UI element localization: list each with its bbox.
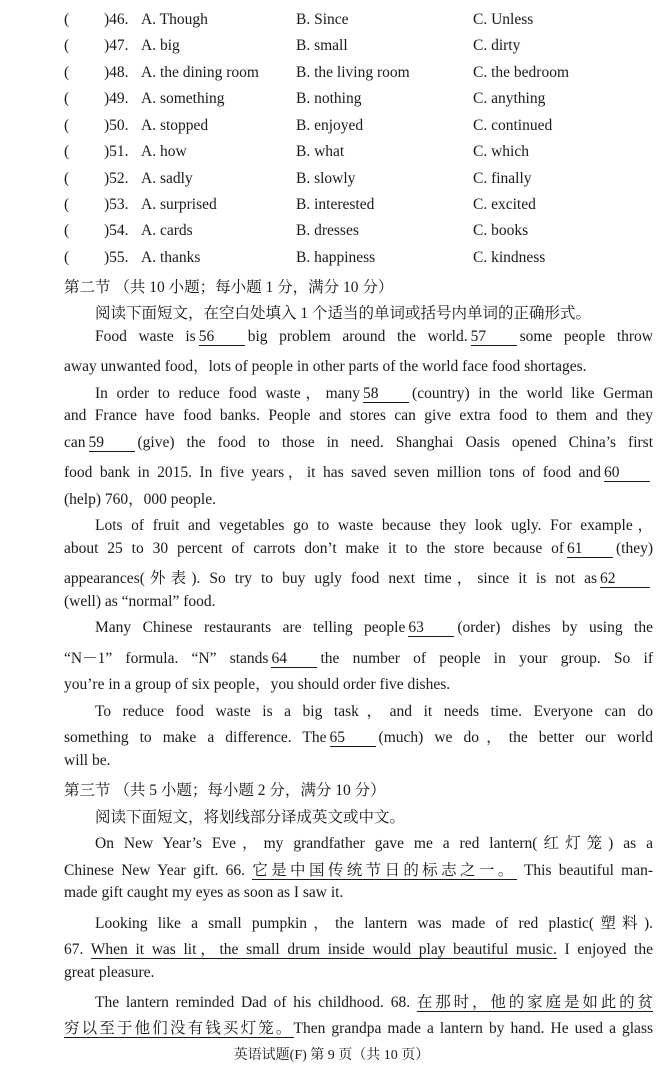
option-b[interactable]: B. dresses bbox=[296, 222, 359, 239]
text-line: something to make a difference. The 65 (much) we do，the better our world bbox=[64, 729, 653, 746]
option-a[interactable]: A. surprised bbox=[141, 196, 217, 213]
section-2-instruction: 阅读下面短文，在空白处填入 1 个适当的单词或括号内单词的正确形式。 bbox=[95, 305, 592, 322]
choice-row bbox=[0, 11, 663, 35]
option-b[interactable]: B. slowly bbox=[296, 170, 356, 187]
option-a[interactable]: A. cards bbox=[141, 222, 193, 239]
option-c[interactable]: C. Unless bbox=[473, 11, 534, 28]
text-line: about 25 to 30 percent of carrots don’t make it to the store because of 61 (they) bbox=[64, 540, 653, 557]
choice-row bbox=[0, 170, 663, 194]
text-line: 67. When it was lit，the small drum inside would play beautiful music. I enjoyed the bbox=[64, 941, 653, 958]
option-a[interactable]: A. the dining room bbox=[141, 64, 259, 81]
option-b[interactable]: B. Since bbox=[296, 11, 349, 28]
option-a[interactable]: A. big bbox=[141, 37, 180, 54]
option-b[interactable]: B. the living room bbox=[296, 64, 410, 81]
question-number: )47. bbox=[104, 37, 129, 54]
translation-67: When it was lit，the small drum inside would play beautiful music. bbox=[90, 941, 557, 958]
option-a[interactable]: A. thanks bbox=[141, 249, 201, 266]
text-line: “N－1” formula. “N” stands 64 the number of people in your group. So if bbox=[64, 650, 653, 667]
choice-row bbox=[0, 37, 663, 61]
text-line: Lots of fruit and vegetables go to waste because they look ugly. For example， bbox=[95, 517, 653, 534]
text-line: In order to reduce food waste，many 58 (country) in the world like German bbox=[95, 385, 653, 402]
option-c[interactable]: C. anything bbox=[473, 90, 546, 107]
question-number: )46. bbox=[104, 11, 129, 28]
page-footer: 英语试题(F) 第 9 页（共 10 页） bbox=[233, 1048, 430, 1063]
option-b[interactable]: B. enjoyed bbox=[296, 117, 364, 134]
option-c[interactable]: C. excited bbox=[473, 196, 536, 213]
answer-paren[interactable]: ( bbox=[64, 117, 70, 134]
text-line: On New Year’s Eve，my grandfather gave me a red lantern(红灯笼) as a bbox=[95, 835, 653, 852]
blank-59[interactable]: 59 bbox=[89, 434, 135, 452]
text-line: away unwanted food，lots of people in other parts of the world face food shortages. bbox=[64, 358, 587, 375]
option-c[interactable]: C. kindness bbox=[473, 249, 546, 266]
choice-row bbox=[0, 90, 663, 114]
text-line: Chinese New Year gift. 66. 它是中国传统节日的标志之一。 This beautiful man- bbox=[64, 862, 653, 879]
translation-68-part2: 穷以至于他们没有钱买灯笼。 bbox=[64, 1020, 294, 1037]
question-number: )49. bbox=[104, 90, 129, 107]
answer-paren[interactable]: ( bbox=[64, 222, 70, 239]
text-line: appearances(外表). So try to buy ugly food next time，since it is not as 62 bbox=[64, 566, 653, 588]
text-line: (well) as “normal” food. bbox=[64, 593, 216, 610]
translation-68-part1: 在那时，他的家庭是如此的贫 bbox=[416, 994, 653, 1011]
blank-61[interactable]: 61 bbox=[567, 540, 613, 558]
option-c[interactable]: C. the bedroom bbox=[473, 64, 569, 81]
text-line: and France have food banks. People and stores can give extra food to them and they bbox=[64, 407, 653, 424]
text-line: To reduce food waste is a big task，and it needs time. Everyone can do bbox=[95, 703, 653, 720]
section-3-instruction: 阅读下面短文，将划线部分译成英文或中文。 bbox=[95, 809, 406, 826]
choice-row bbox=[0, 249, 663, 273]
answer-paren[interactable]: ( bbox=[64, 196, 70, 213]
text-line: will be. bbox=[64, 752, 111, 769]
option-b[interactable]: B. small bbox=[296, 37, 348, 54]
option-c[interactable]: C. books bbox=[473, 222, 529, 239]
text-line: food bank in 2015. In five years，it has saved seven million tons of food and 60 bbox=[64, 460, 653, 482]
choice-row bbox=[0, 64, 663, 88]
text-line: (help) 760，000 people. bbox=[64, 491, 216, 508]
question-number: )48. bbox=[104, 64, 129, 81]
question-number: )51. bbox=[104, 143, 129, 160]
question-number: )55. bbox=[104, 249, 129, 266]
choice-row bbox=[0, 143, 663, 167]
option-b[interactable]: B. what bbox=[296, 143, 345, 160]
option-a[interactable]: A. something bbox=[141, 90, 225, 107]
blank-56[interactable]: 56 bbox=[199, 328, 245, 346]
text-line: Looking like a small pumpkin，the lantern was made of red plastic(塑料). bbox=[95, 915, 653, 932]
section-2-heading: 第二节 （共 10 小题；每小题 1 分，满分 10 分） bbox=[64, 279, 394, 296]
text-line: Food waste is 56 big problem around the world. 57 some people throw bbox=[95, 328, 653, 345]
option-b[interactable]: B. nothing bbox=[296, 90, 362, 107]
answer-paren[interactable]: ( bbox=[64, 90, 70, 107]
text-line: you’re in a group of six people，you should order five dishes. bbox=[64, 676, 451, 693]
answer-paren[interactable]: ( bbox=[64, 11, 70, 28]
option-c[interactable]: C. finally bbox=[473, 170, 532, 187]
option-a[interactable]: A. Though bbox=[141, 11, 208, 28]
text-line: great pleasure. bbox=[64, 964, 155, 981]
question-number: )50. bbox=[104, 117, 129, 134]
question-number: )53. bbox=[104, 196, 129, 213]
text-line: made gift caught my eyes as soon as I saw it. bbox=[64, 884, 344, 901]
text-line: can 59 (give) the food to those in need. Shanghai Oasis opened China’s first bbox=[64, 434, 653, 451]
choice-row bbox=[0, 117, 663, 141]
answer-paren[interactable]: ( bbox=[64, 170, 70, 187]
question-number: )54. bbox=[104, 222, 129, 239]
blank-65[interactable]: 65 bbox=[330, 729, 376, 747]
option-b[interactable]: B. happiness bbox=[296, 249, 376, 266]
option-a[interactable]: A. stopped bbox=[141, 117, 209, 134]
section-3-heading: 第三节 （共 5 小题；每小题 2 分，满分 10 分） bbox=[64, 782, 386, 799]
blank-58[interactable]: 58 bbox=[363, 385, 409, 403]
option-b[interactable]: B. interested bbox=[296, 196, 375, 213]
blank-62[interactable]: 62 bbox=[600, 570, 650, 588]
blank-60[interactable]: 60 bbox=[604, 464, 650, 482]
answer-paren[interactable]: ( bbox=[64, 143, 70, 160]
answer-paren[interactable]: ( bbox=[64, 64, 70, 81]
option-c[interactable]: C. which bbox=[473, 143, 529, 160]
blank-57[interactable]: 57 bbox=[471, 328, 517, 346]
translation-66: 它是中国传统节日的标志之一。 bbox=[252, 862, 517, 879]
question-number: )52. bbox=[104, 170, 129, 187]
option-a[interactable]: A. sadly bbox=[141, 170, 193, 187]
choice-row bbox=[0, 196, 663, 220]
choice-row bbox=[0, 222, 663, 246]
option-a[interactable]: A. how bbox=[141, 143, 187, 160]
option-c[interactable]: C. continued bbox=[473, 117, 553, 134]
option-c[interactable]: C. dirty bbox=[473, 37, 521, 54]
blank-64[interactable]: 64 bbox=[271, 650, 317, 668]
text-line: The lantern reminded Dad of his childhood. 68. 在那时，他的家庭是如此的贫 bbox=[95, 994, 653, 1011]
answer-paren[interactable]: ( bbox=[64, 37, 70, 54]
text-line: Many Chinese restaurants are telling people 63 (order) dishes by using the bbox=[95, 619, 653, 636]
answer-paren[interactable]: ( bbox=[64, 249, 70, 266]
text-line: 穷以至于他们没有钱买灯笼。Then grandpa made a lantern by hand. He used a glass bbox=[64, 1020, 653, 1037]
blank-63[interactable]: 63 bbox=[408, 619, 454, 637]
